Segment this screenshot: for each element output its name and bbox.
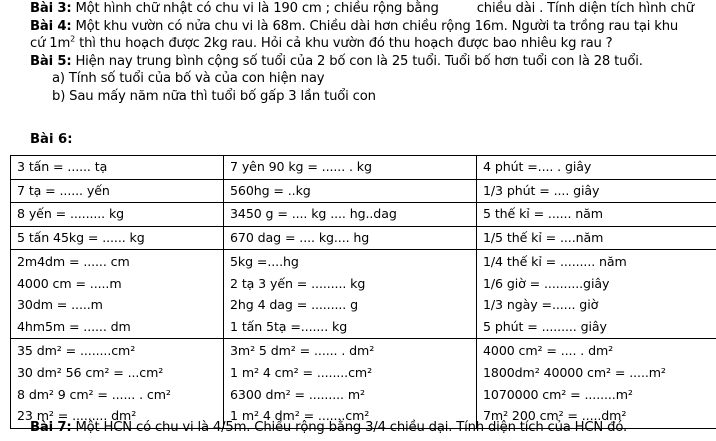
conversion-item: 2m4dm = ...... cm bbox=[17, 254, 130, 269]
table-cell bbox=[11, 203, 224, 227]
conversion-item: 4hm5m = ...... dm bbox=[17, 318, 131, 334]
unit-conversion-table bbox=[10, 155, 716, 429]
conversion-item: 5 thế kỉ = ...... năm bbox=[483, 206, 603, 221]
conversion-item: 1800dm² 40000 cm² = .....m² bbox=[483, 364, 666, 380]
conversion-item: 1/3 ngày =...... giờ bbox=[483, 297, 599, 313]
table-cell bbox=[224, 250, 477, 339]
table-row bbox=[11, 339, 716, 428]
table-cell bbox=[11, 339, 224, 428]
conversion-item: 4 phút =.... . giây bbox=[483, 159, 592, 174]
table-cell bbox=[477, 179, 716, 203]
table-row bbox=[11, 250, 716, 339]
problem-label-bai-4: Bài 4: bbox=[30, 18, 72, 34]
problem-statements bbox=[0, 0, 716, 105]
problem-bai-5-part-a: a) Tính số tuổi của bố và của con hiện nay bbox=[52, 71, 325, 86]
conversion-item: 4000 cm² = .... . dm² bbox=[483, 343, 614, 359]
conversion-item: 35 dm² = ........cm² bbox=[17, 343, 136, 359]
table-cell bbox=[11, 250, 224, 339]
conversion-item: 5 phút = ......... giây bbox=[483, 318, 607, 334]
table-cell bbox=[11, 226, 224, 250]
conversion-item: 4000 cm = .....m bbox=[17, 275, 122, 291]
problem-bai-7 bbox=[30, 419, 627, 436]
conversion-item: 1/6 giờ = ..........giây bbox=[483, 275, 610, 291]
conversion-item: 8 dm² 9 cm² = ...... . cm² bbox=[17, 386, 171, 402]
conversion-item: 6300 dm² = ......... m² bbox=[230, 386, 365, 402]
conversion-item: 1 tấn 5tạ =....... kg bbox=[230, 318, 348, 334]
problem-bai-4-line-2-post: thì thu hoạch được 2kg rau. Hỏi cả khu vườn đó thu hoạch được bao nhiêu kg rau ? bbox=[75, 36, 613, 51]
conversion-item: 7 tạ = ...... yến bbox=[17, 182, 110, 198]
table-cell bbox=[11, 179, 224, 203]
table-cell bbox=[224, 339, 477, 428]
problem-bai-5 bbox=[30, 53, 716, 71]
conversion-item: 30 dm² 56 cm² = ...cm² bbox=[17, 364, 164, 380]
problem-label-bai-5: Bài 5: bbox=[30, 53, 72, 69]
conversion-item: 1 m² 4 cm² = ........cm² bbox=[230, 364, 373, 380]
problem-bai-3-part-2: chiều dài . Tính diện tích hình chữ bbox=[476, 1, 694, 16]
conversion-item: 1 m² 4 dm² = .......cm² bbox=[230, 408, 370, 424]
problem-bai-4-line-1: Một khu vườn có nửa chu vi là 68m. Chiều dài hơn chiều rộng 16m. Người ta trồng rau tại khu bbox=[71, 18, 679, 34]
conversion-item: 3 tấn = ...... tạ bbox=[17, 159, 108, 174]
problem-bai-5-line-1: Hiện nay trung bình cộng số tuổi của 2 bố con là 25 tuổi. Tuổi bố hơn tuổi con là 28 tuổi. bbox=[71, 53, 643, 69]
conversion-item: 8 yến = ......... kg bbox=[17, 206, 125, 221]
table-cell bbox=[224, 226, 477, 250]
conversion-item: 23 m² = ......... dm² bbox=[17, 408, 137, 424]
conversion-item: 2hg 4 dag = ......... g bbox=[230, 297, 358, 313]
conversion-item: 5 tấn 45kg = ...... kg bbox=[17, 229, 145, 245]
table-row bbox=[11, 179, 716, 203]
problem-label-bai-3: Bài 3: bbox=[30, 1, 72, 16]
problem-bai-4-line-2-pre: cứ 1m bbox=[30, 36, 71, 51]
conversion-item: 7 yên 90 kg = ...... . kg bbox=[230, 159, 372, 174]
table-row bbox=[11, 203, 716, 227]
problem-bai-4-line-2 bbox=[30, 35, 716, 53]
table-cell bbox=[477, 203, 716, 227]
table-cell bbox=[477, 156, 716, 180]
conversion-item: 30dm = .....m bbox=[17, 297, 103, 313]
conversion-item: 1/3 phút = .... giây bbox=[483, 182, 600, 198]
table-cell bbox=[224, 203, 477, 227]
problem-label-bai-6: Bài 6: bbox=[30, 132, 73, 147]
conversion-item: 3450 g = .... kg .... hg..dag bbox=[230, 206, 397, 221]
conversion-item: 1070000 cm² = ........m² bbox=[483, 386, 633, 402]
problem-bai-5-part-b: b) Sau mấy năm nữa thì tuổi bố gấp 3 lần tuổi con bbox=[52, 88, 376, 104]
problem-label-bai-7: Bài 7: bbox=[30, 420, 72, 435]
table-row bbox=[11, 226, 716, 250]
problem-bai-3 bbox=[30, 0, 716, 18]
problem-bai-3-part-1: Một hình chữ nhật có chu vi là 190 cm ; chiều rộng bằng bbox=[71, 1, 443, 16]
conversion-item: 1/4 thế kỉ = ......... năm bbox=[483, 254, 627, 269]
conversion-item: 7m² 200 cm² = .....dm² bbox=[483, 408, 627, 424]
problem-bai-4 bbox=[30, 18, 716, 36]
conversion-item: 3m² 5 dm² = ...... . dm² bbox=[230, 343, 375, 359]
superscript-square: 2 bbox=[70, 34, 76, 44]
conversion-item: 560hg = ..kg bbox=[230, 182, 311, 198]
table-cell bbox=[477, 339, 716, 428]
conversion-item: 670 dag = .... kg.... hg bbox=[230, 229, 370, 245]
table-cell bbox=[477, 250, 716, 339]
conversion-item: 5kg =....hg bbox=[230, 254, 299, 269]
table-row bbox=[11, 156, 716, 180]
table-cell bbox=[224, 179, 477, 203]
conversion-item: 2 tạ 3 yến = ......... kg bbox=[230, 275, 366, 291]
conversion-item: 1/5 thế kỉ = ....năm bbox=[483, 229, 604, 245]
table-cell bbox=[11, 156, 224, 180]
table-cell bbox=[477, 226, 716, 250]
table-cell bbox=[224, 156, 477, 180]
problem-bai-7-text: Một HCN có chu vi là 4/5m. Chiều rộng bằng 3/4 chiều dại. Tính diện tích của HCN đó. bbox=[71, 420, 627, 435]
